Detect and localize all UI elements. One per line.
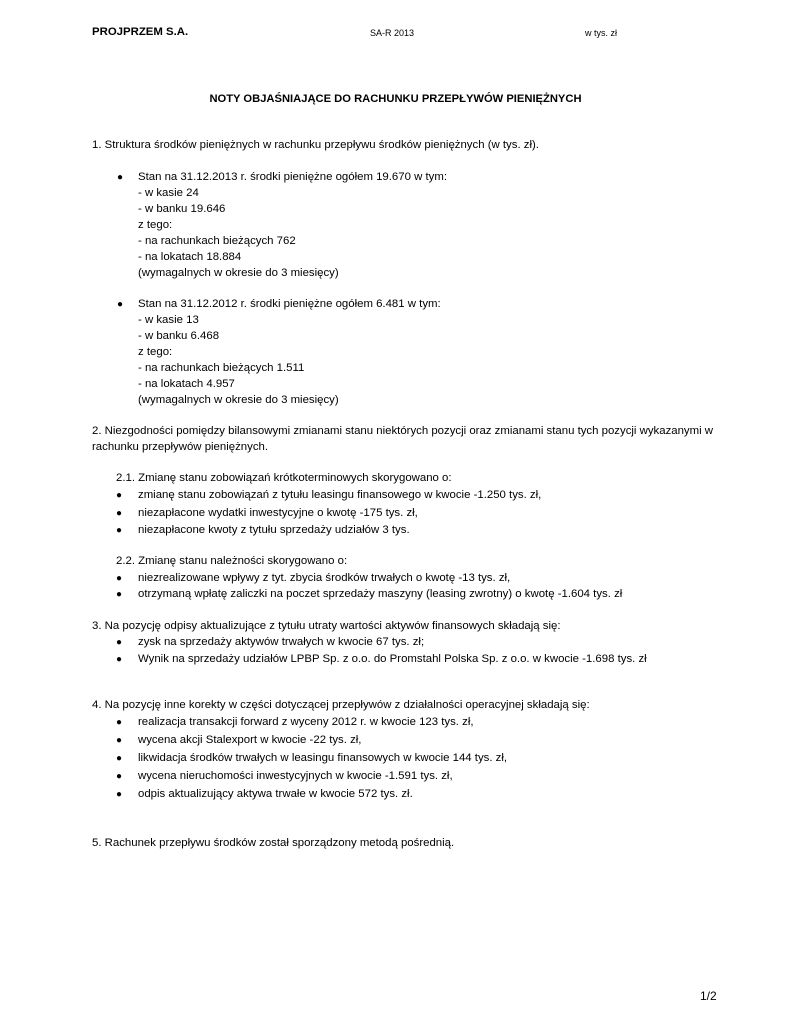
section-3-item-1: Wynik na sprzedaży udziałów LPBP Sp. z o.o. do Promstahl Polska Sp. z o.o. w kwocie -1.698 tys. zł — [138, 653, 647, 665]
subsection-2-1-item-1: niezapłacone wydatki inwestycyjne o kwotę -175 tys. zł, — [138, 507, 418, 519]
bullet-icon: ● — [116, 735, 123, 746]
block-2013-line-6: (wymagalnych w okresie do 3 miesięcy) — [138, 267, 339, 279]
document-title: NOTY OBJAŚNIAJĄCE DO RACHUNKU PRZEPŁYWÓW PIENIĘŻNYCH — [209, 93, 582, 105]
bullet-icon: ● — [116, 589, 123, 600]
block-2012-line-4: - na rachunkach bieżących 1.511 — [138, 362, 305, 374]
section-4-heading: 4. Na pozycję inne korekty w części dotyczącej przepływów z działalności operacyjnej składają się: — [92, 699, 590, 711]
block-2012-line-3: z tego: — [138, 346, 173, 358]
unit-label: w tys. zł — [585, 28, 618, 38]
block-2012-line-1: - w kasie 13 — [138, 314, 199, 326]
block-2012-line-0: Stan na 31.12.2012 r. środki pieniężne ogółem 6.481 w tym: — [138, 298, 441, 310]
bullet-icon: ● — [116, 508, 123, 519]
block-2013-line-0: Stan na 31.12.2013 r. środki pieniężne ogółem 19.670 w tym: — [138, 171, 448, 183]
section-4-item-0: realizacja transakcji forward z wyceny 2012 r. w kwocie 123 tys. zł, — [138, 716, 474, 728]
bullet-icon: ● — [116, 525, 123, 536]
block-2013-line-2: - w banku 19.646 — [138, 203, 226, 215]
bullet-icon: ● — [117, 172, 124, 183]
report-code: SA-R 2013 — [370, 28, 415, 38]
subsection-2-2-item-1: otrzymaną wpłatę zaliczki na poczet sprzedaży maszyny (leasing zwrotny) o kwotę -1.604 tys. zł — [138, 588, 623, 600]
block-2013-line-1: - w kasie 24 — [138, 187, 199, 199]
section-4-item-3: wycena nieruchomości inwestycyjnych w kwocie -1.591 tys. zł, — [138, 770, 453, 782]
bullet-icon: ● — [116, 573, 123, 584]
subsection-2-2-item-0: niezrealizowane wpływy z tyt. zbycia środków trwałych o kwotę -13 tys. zł, — [138, 572, 511, 584]
bullet-icon: ● — [116, 753, 123, 764]
block-2012-line-5: - na lokatach 4.957 — [138, 378, 235, 390]
bullet-icon: ● — [116, 717, 123, 728]
section-5-heading: 5. Rachunek przepływu środków został sporządzony metodą pośrednią. — [92, 837, 455, 849]
bullet-icon: ● — [116, 637, 123, 648]
bullet-icon: ● — [116, 789, 123, 800]
section-2-heading-line-1: 2. Niezgodności pomiędzy bilansowymi zmianami stanu niektórych pozycji oraz zmianami stanu tych pozycji wykazanymi w — [92, 425, 714, 437]
bullet-icon: ● — [116, 654, 123, 665]
section-2-heading-line-2: rachunku przepływów pieniężnych. — [92, 441, 269, 453]
subsection-2-1-item-2: niezapłacone kwoty z tytułu sprzedaży udziałów 3 tys. — [138, 524, 410, 536]
section-4-item-4: odpis aktualizujący aktywa trwałe w kwocie 572 tys. zł. — [138, 788, 413, 800]
block-2013-line-3: z tego: — [138, 219, 173, 231]
bullet-icon: ● — [117, 299, 124, 310]
subsection-2-2-heading: 2.2. Zmianę stanu należności skorygowano o: — [116, 555, 348, 567]
subsection-2-1-item-0: zmianę stanu zobowiązań z tytułu leasingu finansowego w kwocie -1.250 tys. zł, — [138, 489, 542, 501]
bullet-icon: ● — [116, 490, 123, 501]
section-3-heading: 3. Na pozycję odpisy aktualizujące z tytułu utraty wartości aktywów finansowych składają się: — [92, 620, 561, 632]
bullet-icon: ● — [116, 771, 123, 782]
block-2013-line-5: - na lokatach 18.884 — [138, 251, 242, 263]
section-3-item-0: zysk na sprzedaży aktywów trwałych w kwocie 67 tys. zł; — [138, 636, 425, 648]
block-2013-line-4: - na rachunkach bieżących 762 — [138, 235, 296, 247]
section-4-item-1: wycena akcji Stalexport w kwocie -22 tys. zł, — [138, 734, 362, 746]
subsection-2-1-heading: 2.1. Zmianę stanu zobowiązań krótkoterminowych skorygowano o: — [116, 472, 452, 484]
block-2012-line-2: - w banku 6.468 — [138, 330, 220, 342]
company-name: PROJPRZEM S.A. — [92, 26, 189, 38]
block-2012-line-6: (wymagalnych w okresie do 3 miesięcy) — [138, 394, 339, 406]
page-number: 1/2 — [700, 989, 717, 1003]
section-4-item-2: likwidacja środków trwałych w leasingu finansowych w kwocie 144 tys. zł, — [138, 752, 508, 764]
section-1-heading: 1. Struktura środków pieniężnych w rachunku przepływu środków pieniężnych (w tys. zł). — [92, 139, 539, 151]
